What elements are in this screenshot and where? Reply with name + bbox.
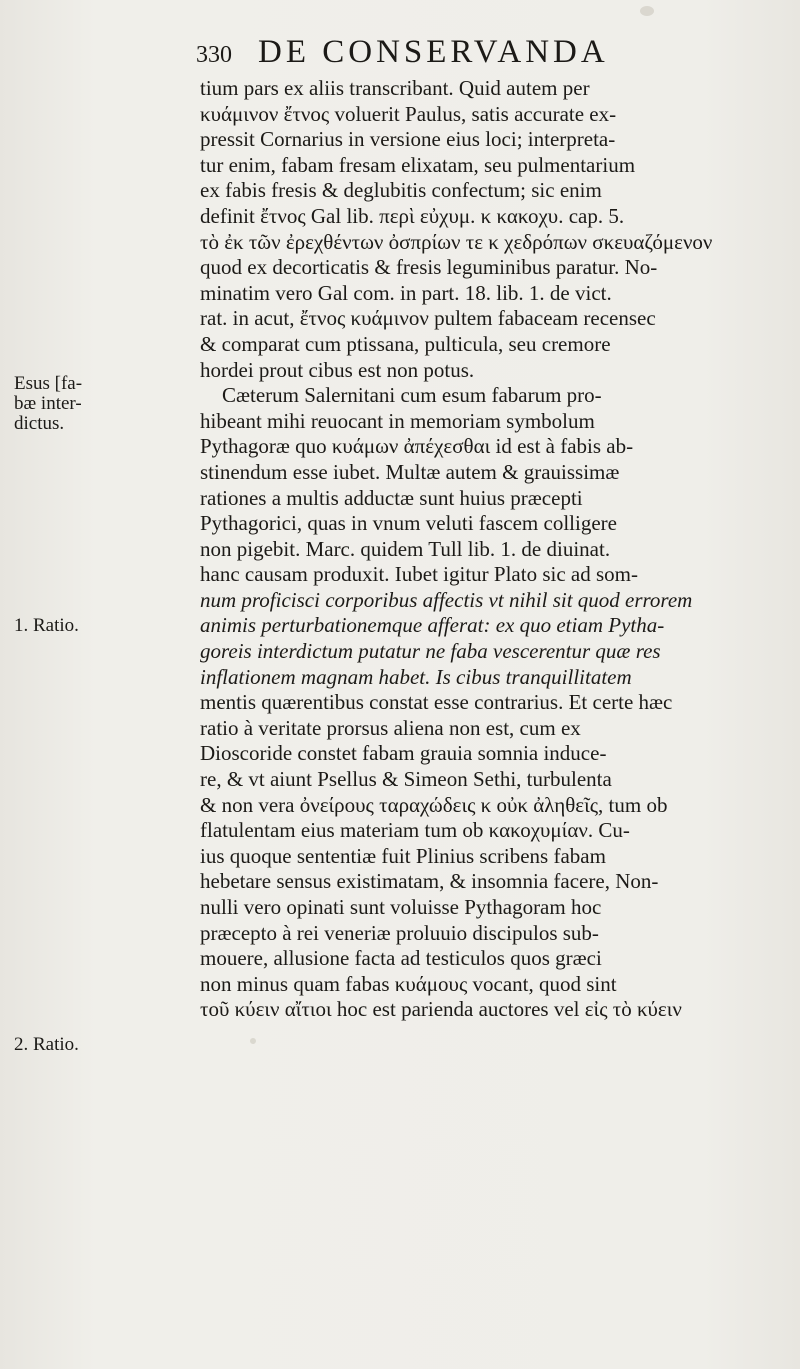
text-line: tium pars ex aliis transcribant. Quid autem per — [200, 76, 590, 100]
text-line: rat. in acut, ἔτνος κυάμινον pultem fabaceam recensec — [200, 306, 656, 331]
text-line: hordei prout cibus est non potus. — [200, 357, 475, 382]
paper-stain — [250, 1038, 256, 1044]
text-line: quod ex decorticatis & fresis leguminibus paratur. No- — [200, 255, 658, 280]
margin-note-line: 2. Ratio. — [14, 1034, 79, 1055]
margin-note-ratio-1 — [14, 616, 79, 636]
text-line: animis perturbationemque afferat: ex quo etiam Pytha- — [200, 613, 665, 638]
margin-notes — [0, 0, 196, 1369]
text-line: minatim vero Gal com. in part. 18. lib. 1. de vict. — [200, 280, 612, 305]
page-header — [196, 34, 756, 74]
text-line: tur enim, fabam fresam elixatam, seu pulmentarium — [200, 152, 636, 177]
paper-stain — [640, 6, 654, 16]
text-line: re, & vt aiunt Psellus & Simeon Sethi, turbulenta — [200, 767, 612, 792]
margin-note-esus — [14, 374, 82, 434]
text-line: Pythagoræ quo κυάμων ἀπέχεσθαι id est à fabis ab- — [200, 434, 634, 459]
text-line: rationes a multis adductæ sunt huius præcepti — [200, 485, 583, 510]
page-number: 330 — [196, 42, 232, 68]
text-line: Dioscoride constet fabam grauia somnia induce- — [200, 741, 607, 766]
text-line: Cæterum Salernitani cum esum fabarum pro- — [222, 383, 602, 408]
text-line: Pythagorici, quas in vnum veluti fascem colligere — [200, 511, 617, 536]
text-line: ius quoque sententiæ fuit Plinius scribens fabam — [200, 843, 606, 868]
text-line: præcepto à rei veneriæ proluuio discipulos sub- — [200, 920, 599, 945]
text-line: num proficisci corporibus affectis vt nihil sit quod errorem — [200, 587, 693, 612]
text-line: non minus quam fabas κυάμους vocant, quod sint — [200, 971, 617, 996]
text-line: hebetare sensus existimatam, & insomnia facere, Non- — [200, 869, 659, 894]
text-line: flatulentam eius materiam tum ob κακοχυμίαν. Cu- — [200, 818, 630, 843]
running-title: DE CONSERVANDA — [258, 34, 609, 70]
text-line: ratio à veritate prorsus aliena non est, cum ex — [200, 715, 581, 740]
body-text — [200, 76, 796, 1023]
margin-note-line: Esus [fa- — [14, 373, 83, 394]
text-line: ex fabis fresis & deglubitis confectum; sic enim — [200, 178, 602, 203]
text-line: definit ἔτνος Gal lib. περὶ εὐχυμ. κ κακοχυ. cap. 5. — [200, 203, 625, 228]
margin-note-line: bæ inter- — [14, 393, 82, 414]
margin-note-line: 1. Ratio. — [14, 615, 79, 636]
text-line: τὸ ἐκ τῶν ἐρεχθέντων ὀσπρίων τε κ χεδρόπων σκευαζόμενον — [200, 229, 713, 254]
margin-note-ratio-2 — [14, 1035, 79, 1055]
text-line: hanc causam produxit. Iubet igitur Plato sic ad som- — [200, 562, 638, 587]
text-line: stinendum esse iubet. Multæ autem & grauissimæ — [200, 459, 620, 484]
text-line: mouere, allusione facta ad testiculos quos græci — [200, 946, 602, 971]
text-line: & non vera ὀνείρους ταραχώδεις κ οὐκ ἀληθεῖς, tum ob — [200, 792, 668, 817]
text-line: κυάμινον ἔτνος voluerit Paulus, satis accurate ex- — [200, 101, 617, 126]
margin-note-line: dictus. — [14, 413, 65, 434]
text-line: pressit Cornarius in versione eius loci; interpreta- — [200, 127, 616, 152]
text-line: mentis quærentibus constat esse contrarius. Et certe hæc — [200, 690, 673, 715]
text-line: goreis interdictum putatur ne faba vescerentur quæ res — [200, 639, 661, 664]
text-line: inflationem magnam habet. Is cibus tranquillitatem — [200, 664, 632, 689]
text-line: non pigebit. Marc. quidem Tull lib. 1. de diuinat. — [200, 536, 611, 561]
text-line: nulli vero opinati sunt voluisse Pythagoram hoc — [200, 895, 602, 919]
text-line: & comparat cum ptissana, pulticula, seu cremore — [200, 331, 611, 356]
text-line: τοῦ κύειν αἴτιοι hoc est parienda auctores vel εἰς τὸ κύειν — [200, 997, 682, 1022]
text-line: hibeant mihi reuocant in memoriam symbolum — [200, 408, 595, 433]
